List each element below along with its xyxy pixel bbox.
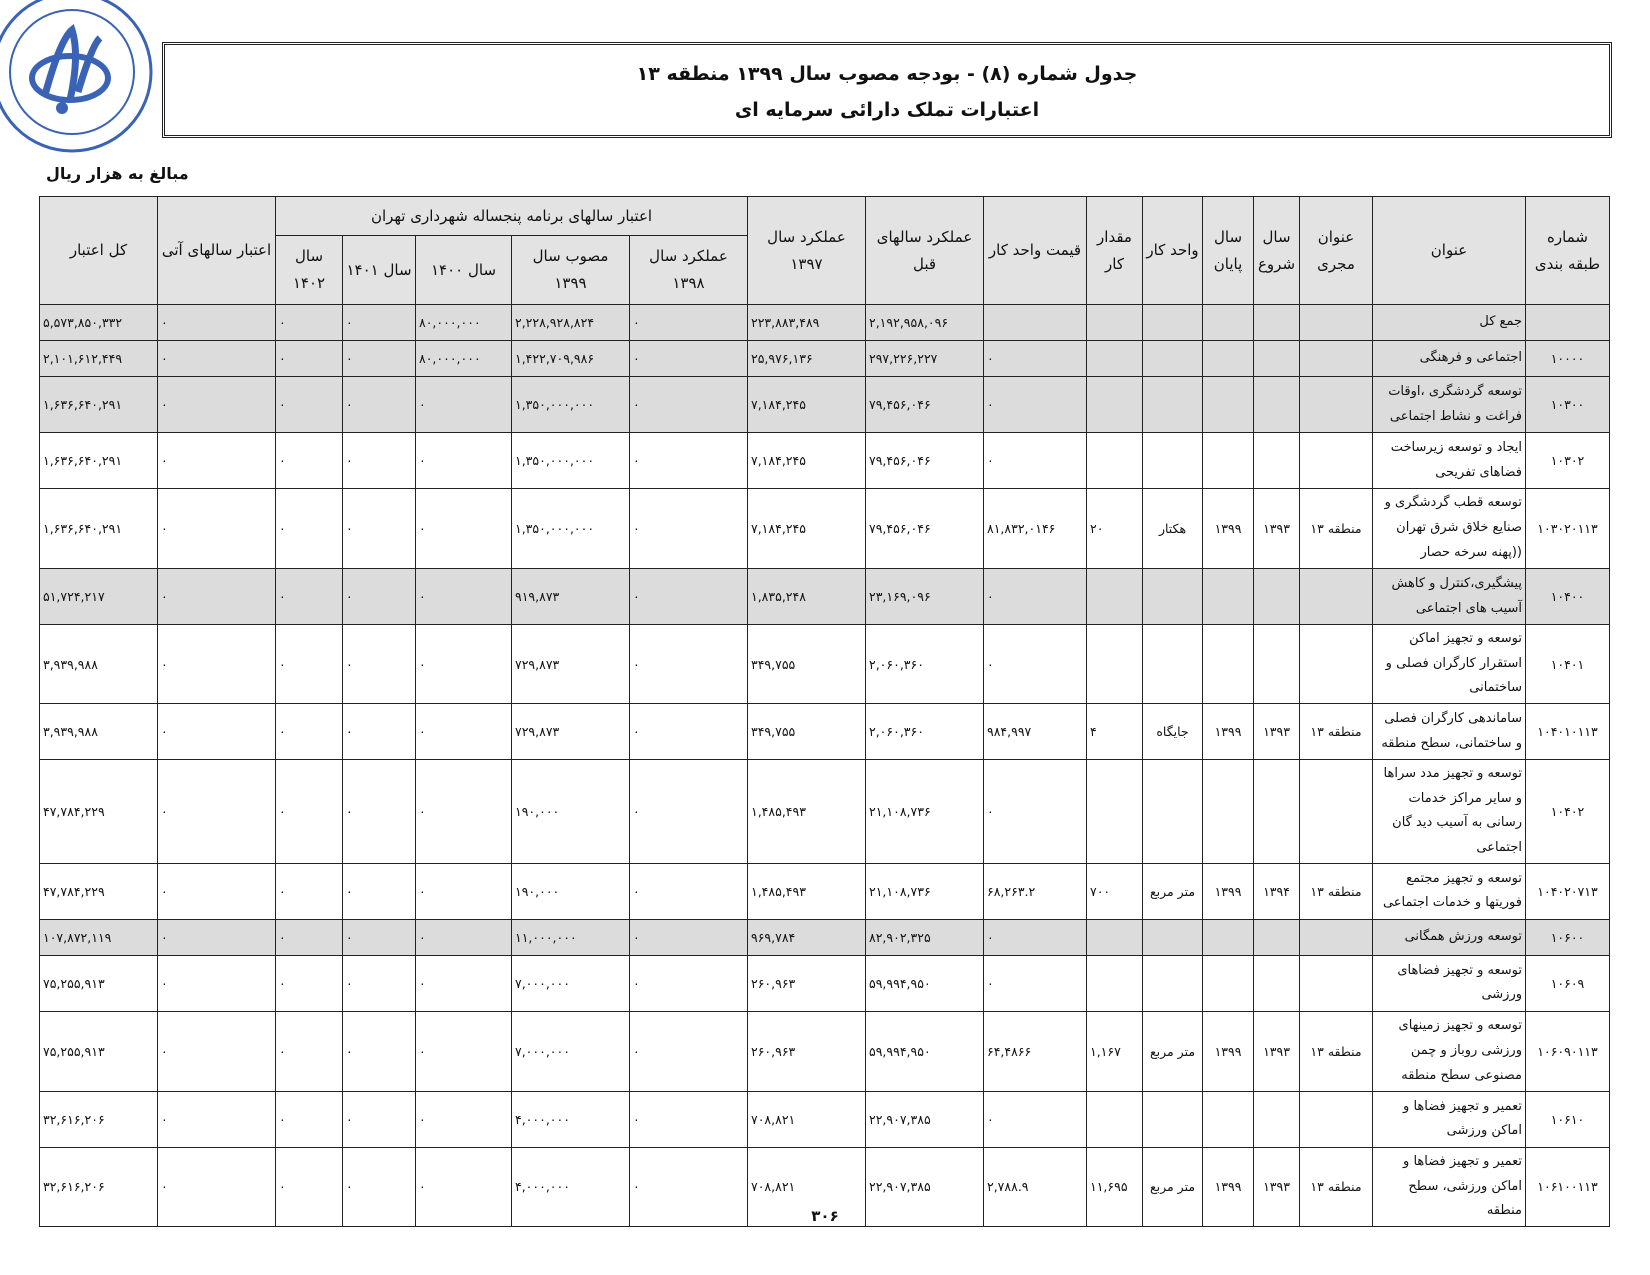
row-end-year bbox=[1203, 569, 1254, 625]
row-code: ۱۰۶۱۰ bbox=[1526, 1091, 1610, 1147]
document-subtitle: اعتبارات تملک دارائی سرمایه ای bbox=[734, 99, 1040, 121]
row-qty bbox=[1087, 377, 1143, 433]
row-prev-perf: ۲,۱۹۲,۹۵۸,۰۹۶ bbox=[866, 305, 984, 341]
capital-budget-table bbox=[39, 196, 1610, 1227]
row-end-year bbox=[1203, 377, 1254, 433]
row-total: ۱۰۷,۸۷۲,۱۱۹ bbox=[40, 919, 158, 955]
currency-unit-note: مبالغ به هزار ریال bbox=[46, 164, 189, 183]
row-exec bbox=[1300, 377, 1373, 433]
row-unit-price: ۹۸۴,۹۹۷ bbox=[984, 704, 1087, 760]
row-end-year bbox=[1203, 919, 1254, 955]
table-row bbox=[40, 1011, 1610, 1091]
row-year-1401: ۰ bbox=[343, 625, 416, 704]
row-unit: متر مربع bbox=[1143, 1147, 1203, 1226]
row-year-1400: ۰ bbox=[416, 760, 512, 864]
row-start-year bbox=[1254, 341, 1300, 377]
row-total: ۱,۶۳۶,۶۴۰,۲۹۱ bbox=[40, 433, 158, 489]
row-total: ۴۷,۷۸۴,۲۲۹ bbox=[40, 760, 158, 864]
row-unit bbox=[1143, 305, 1203, 341]
row-start-year: ۱۳۹۴ bbox=[1254, 863, 1300, 919]
row-unit: متر مربع bbox=[1143, 1011, 1203, 1091]
table-row bbox=[40, 433, 1610, 489]
row-perf-1398: ۰ bbox=[630, 704, 748, 760]
row-start-year bbox=[1254, 377, 1300, 433]
row-year-1400: ۰ bbox=[416, 704, 512, 760]
row-unit bbox=[1143, 919, 1203, 955]
row-unit bbox=[1143, 569, 1203, 625]
table-row bbox=[40, 341, 1610, 377]
row-start-year: ۱۳۹۳ bbox=[1254, 704, 1300, 760]
row-end-year: ۱۳۹۹ bbox=[1203, 489, 1254, 569]
row-perf-1397: ۱,۴۸۵,۴۹۳ bbox=[748, 863, 866, 919]
row-code: ۱۰۶۰۹ bbox=[1526, 955, 1610, 1011]
header-title: عنوان bbox=[1373, 197, 1526, 305]
row-perf-1397: ۷,۱۸۴,۲۴۵ bbox=[748, 489, 866, 569]
row-future: ۰ bbox=[158, 1011, 276, 1091]
row-year-1400: ۰ bbox=[416, 377, 512, 433]
table-body bbox=[40, 305, 1610, 1227]
row-year-1402: ۰ bbox=[276, 919, 343, 955]
row-prev-perf: ۲۳,۱۶۹,۰۹۶ bbox=[866, 569, 984, 625]
row-total: ۵۱,۷۲۴,۲۱۷ bbox=[40, 569, 158, 625]
row-total: ۴۷,۷۸۴,۲۲۹ bbox=[40, 863, 158, 919]
page-number: ۳۰۶ bbox=[811, 1207, 839, 1225]
row-year-1400: ۰ bbox=[416, 433, 512, 489]
row-end-year: ۱۳۹۹ bbox=[1203, 704, 1254, 760]
table-row bbox=[40, 955, 1610, 1011]
row-code: ۱۰۶۰۰ bbox=[1526, 919, 1610, 955]
row-end-year bbox=[1203, 955, 1254, 1011]
row-qty: ۲۰ bbox=[1087, 489, 1143, 569]
row-future: ۰ bbox=[158, 704, 276, 760]
row-approved-1399: ۱۹۰,۰۰۰ bbox=[512, 760, 630, 864]
row-code: ۱۰۴۰۱۰۱۱۳ bbox=[1526, 704, 1610, 760]
row-end-year: ۱۳۹۹ bbox=[1203, 863, 1254, 919]
row-title: توسعه قطب گردشگری و صنایع خلاق شرق تهران ((پهنه سرخه حصار bbox=[1373, 489, 1526, 569]
row-total: ۵,۵۷۳,۸۵۰,۳۳۲ bbox=[40, 305, 158, 341]
table-row bbox=[40, 1091, 1610, 1147]
row-code: ۱۰۴۰۲ bbox=[1526, 760, 1610, 864]
row-year-1402: ۰ bbox=[276, 433, 343, 489]
row-perf-1398: ۰ bbox=[630, 433, 748, 489]
row-perf-1397: ۷۰۸,۸۲۱ bbox=[748, 1091, 866, 1147]
row-perf-1397: ۱,۸۳۵,۲۴۸ bbox=[748, 569, 866, 625]
row-year-1400: ۰ bbox=[416, 1011, 512, 1091]
row-qty: ۱۱,۶۹۵ bbox=[1087, 1147, 1143, 1226]
row-code: ۱۰۶۱۰۰۱۱۳ bbox=[1526, 1147, 1610, 1226]
row-year-1401: ۰ bbox=[343, 863, 416, 919]
row-exec bbox=[1300, 919, 1373, 955]
row-start-year bbox=[1254, 1091, 1300, 1147]
row-year-1401: ۰ bbox=[343, 1011, 416, 1091]
row-start-year: ۱۳۹۳ bbox=[1254, 1011, 1300, 1091]
header-perf-1397: عملکرد سال ۱۳۹۷ bbox=[748, 197, 866, 305]
row-future: ۰ bbox=[158, 919, 276, 955]
row-unit-price: ۰ bbox=[984, 569, 1087, 625]
table-row bbox=[40, 863, 1610, 919]
row-title: تعمیر و تجهیز فضاها و اماکن ورزشی bbox=[1373, 1091, 1526, 1147]
row-total: ۱,۶۳۶,۶۴۰,۲۹۱ bbox=[40, 489, 158, 569]
row-exec: منطقه ۱۳ bbox=[1300, 489, 1373, 569]
row-approved-1399: ۹۱۹,۸۷۳ bbox=[512, 569, 630, 625]
row-year-1402: ۰ bbox=[276, 760, 343, 864]
row-qty: ۴ bbox=[1087, 704, 1143, 760]
row-unit bbox=[1143, 377, 1203, 433]
header-unit-price: قیمت واحد کار bbox=[984, 197, 1087, 305]
document-title-box bbox=[162, 42, 1612, 138]
row-code: ۱۰۶۰۹۰۱۱۳ bbox=[1526, 1011, 1610, 1091]
row-unit bbox=[1143, 341, 1203, 377]
row-title: ایجاد و توسعه زیرساخت فضاهای تفریحی bbox=[1373, 433, 1526, 489]
row-approved-1399: ۴,۰۰۰,۰۰۰ bbox=[512, 1091, 630, 1147]
row-title: ساماندهی کارگران فصلی و ساختمانی، سطح منطقه bbox=[1373, 704, 1526, 760]
header-perf-1398: عملکرد سال ۱۳۹۸ bbox=[630, 236, 748, 305]
row-perf-1398: ۰ bbox=[630, 1147, 748, 1226]
row-perf-1397: ۳۴۹,۷۵۵ bbox=[748, 625, 866, 704]
row-year-1400: ۰ bbox=[416, 1091, 512, 1147]
row-qty bbox=[1087, 955, 1143, 1011]
row-exec bbox=[1300, 305, 1373, 341]
row-unit bbox=[1143, 1091, 1203, 1147]
row-perf-1398: ۰ bbox=[630, 760, 748, 864]
row-exec: منطقه ۱۳ bbox=[1300, 863, 1373, 919]
row-year-1401: ۰ bbox=[343, 569, 416, 625]
header-end-year: سال پایان bbox=[1203, 197, 1254, 305]
row-year-1401: ۰ bbox=[343, 955, 416, 1011]
row-title: پیشگیری،کنترل و کاهش آسیب های اجتماعی bbox=[1373, 569, 1526, 625]
row-end-year: ۱۳۹۹ bbox=[1203, 1011, 1254, 1091]
row-approved-1399: ۱۹۰,۰۰۰ bbox=[512, 863, 630, 919]
row-year-1402: ۰ bbox=[276, 1011, 343, 1091]
row-qty bbox=[1087, 625, 1143, 704]
row-year-1402: ۰ bbox=[276, 1091, 343, 1147]
header-year-1401: سال ۱۴۰۱ bbox=[343, 236, 416, 305]
row-exec: منطقه ۱۳ bbox=[1300, 1147, 1373, 1226]
row-unit-price: ۶۸,۲۶۳.۲ bbox=[984, 863, 1087, 919]
row-prev-perf: ۵۹,۹۹۴,۹۵۰ bbox=[866, 955, 984, 1011]
header-code: شماره طبقه بندی bbox=[1526, 197, 1610, 305]
row-exec bbox=[1300, 433, 1373, 489]
row-unit-price: ۰ bbox=[984, 433, 1087, 489]
row-code: ۱۰۴۰۱ bbox=[1526, 625, 1610, 704]
row-year-1400: ۰ bbox=[416, 569, 512, 625]
row-future: ۰ bbox=[158, 569, 276, 625]
row-qty bbox=[1087, 569, 1143, 625]
row-start-year: ۱۳۹۳ bbox=[1254, 1147, 1300, 1226]
row-perf-1398: ۰ bbox=[630, 377, 748, 433]
row-year-1400: ۰ bbox=[416, 919, 512, 955]
row-start-year bbox=[1254, 305, 1300, 341]
row-unit-price: ۰ bbox=[984, 919, 1087, 955]
row-qty bbox=[1087, 760, 1143, 864]
row-title: توسعه و تجهیز مجتمع فوریتها و خدمات اجتماعی bbox=[1373, 863, 1526, 919]
row-year-1401: ۰ bbox=[343, 760, 416, 864]
header-total: کل اعتبار bbox=[40, 197, 158, 305]
row-end-year bbox=[1203, 433, 1254, 489]
row-approved-1399: ۷,۰۰۰,۰۰۰ bbox=[512, 955, 630, 1011]
row-title: توسعه و تجهیز اماکن استقرار کارگران فصلی و ساختمانی bbox=[1373, 625, 1526, 704]
row-unit bbox=[1143, 433, 1203, 489]
row-unit bbox=[1143, 625, 1203, 704]
row-perf-1398: ۰ bbox=[630, 341, 748, 377]
row-year-1400: ۸۰,۰۰۰,۰۰۰ bbox=[416, 341, 512, 377]
row-perf-1397: ۷,۱۸۴,۲۴۵ bbox=[748, 433, 866, 489]
row-unit-price: ۰ bbox=[984, 1091, 1087, 1147]
row-total: ۲,۱۰۱,۶۱۲,۴۴۹ bbox=[40, 341, 158, 377]
row-unit-price: ۰ bbox=[984, 625, 1087, 704]
row-code bbox=[1526, 305, 1610, 341]
row-year-1400: ۰ bbox=[416, 625, 512, 704]
header-year-1400: سال ۱۴۰۰ bbox=[416, 236, 512, 305]
row-exec bbox=[1300, 760, 1373, 864]
row-year-1401: ۰ bbox=[343, 377, 416, 433]
row-perf-1398: ۰ bbox=[630, 919, 748, 955]
row-perf-1397: ۷,۱۸۴,۲۴۵ bbox=[748, 377, 866, 433]
row-perf-1398: ۰ bbox=[630, 489, 748, 569]
row-perf-1397: ۷۰۸,۸۲۱ bbox=[748, 1147, 866, 1226]
row-title: تعمیر و تجهیز فضاها و اماکن ورزشی، سطح منطقه bbox=[1373, 1147, 1526, 1226]
row-perf-1398: ۰ bbox=[630, 625, 748, 704]
table-row bbox=[40, 305, 1610, 341]
row-year-1401: ۰ bbox=[343, 1091, 416, 1147]
table-row bbox=[40, 625, 1610, 704]
row-year-1401: ۰ bbox=[343, 305, 416, 341]
row-approved-1399: ۱۱,۰۰۰,۰۰۰ bbox=[512, 919, 630, 955]
row-year-1402: ۰ bbox=[276, 569, 343, 625]
table-row bbox=[40, 760, 1610, 864]
row-title: توسعه ورزش همگانی bbox=[1373, 919, 1526, 955]
row-unit: متر مربع bbox=[1143, 863, 1203, 919]
row-perf-1397: ۱,۴۸۵,۴۹۳ bbox=[748, 760, 866, 864]
row-year-1402: ۰ bbox=[276, 625, 343, 704]
row-end-year bbox=[1203, 625, 1254, 704]
row-approved-1399: ۴,۰۰۰,۰۰۰ bbox=[512, 1147, 630, 1226]
table-row bbox=[40, 489, 1610, 569]
row-code: ۱۰۴۰۰ bbox=[1526, 569, 1610, 625]
row-future: ۰ bbox=[158, 433, 276, 489]
row-total: ۳,۹۳۹,۹۸۸ bbox=[40, 625, 158, 704]
row-total: ۳۲,۶۱۶,۲۰۶ bbox=[40, 1147, 158, 1226]
row-perf-1398: ۰ bbox=[630, 863, 748, 919]
row-title: توسعه گردشگری ،اوقات فراغت و نشاط اجتماعی bbox=[1373, 377, 1526, 433]
row-approved-1399: ۱,۳۵۰,۰۰۰,۰۰۰ bbox=[512, 377, 630, 433]
row-start-year bbox=[1254, 919, 1300, 955]
budget-sheet bbox=[44, 196, 1610, 1227]
row-qty bbox=[1087, 305, 1143, 341]
row-total: ۳۲,۶۱۶,۲۰۶ bbox=[40, 1091, 158, 1147]
row-perf-1398: ۰ bbox=[630, 1091, 748, 1147]
row-exec bbox=[1300, 955, 1373, 1011]
row-year-1402: ۰ bbox=[276, 341, 343, 377]
row-future: ۰ bbox=[158, 489, 276, 569]
row-perf-1398: ۰ bbox=[630, 1011, 748, 1091]
row-perf-1398: ۰ bbox=[630, 305, 748, 341]
row-total: ۷۵,۲۵۵,۹۱۳ bbox=[40, 955, 158, 1011]
row-future: ۰ bbox=[158, 760, 276, 864]
header-prev-perf: عملکرد سالهای قبل bbox=[866, 197, 984, 305]
row-exec: منطقه ۱۳ bbox=[1300, 704, 1373, 760]
row-prev-perf: ۲۲,۹۰۷,۳۸۵ bbox=[866, 1091, 984, 1147]
row-perf-1397: ۲۲۳,۸۸۳,۴۸۹ bbox=[748, 305, 866, 341]
row-future: ۰ bbox=[158, 863, 276, 919]
row-qty bbox=[1087, 919, 1143, 955]
row-unit bbox=[1143, 955, 1203, 1011]
row-prev-perf: ۲۲,۹۰۷,۳۸۵ bbox=[866, 1147, 984, 1226]
row-approved-1399: ۱,۴۲۲,۷۰۹,۹۸۶ bbox=[512, 341, 630, 377]
row-prev-perf: ۷۹,۴۵۶,۰۴۶ bbox=[866, 433, 984, 489]
row-year-1402: ۰ bbox=[276, 305, 343, 341]
row-exec bbox=[1300, 625, 1373, 704]
table-row bbox=[40, 704, 1610, 760]
row-approved-1399: ۷۲۹,۸۷۳ bbox=[512, 704, 630, 760]
row-approved-1399: ۱,۳۵۰,۰۰۰,۰۰۰ bbox=[512, 489, 630, 569]
header-unit: واحد کار bbox=[1143, 197, 1203, 305]
row-total: ۱,۶۳۶,۶۴۰,۲۹۱ bbox=[40, 377, 158, 433]
header-approved-1399: مصوب سال ۱۳۹۹ bbox=[512, 236, 630, 305]
row-qty bbox=[1087, 1091, 1143, 1147]
row-future: ۰ bbox=[158, 341, 276, 377]
row-year-1402: ۰ bbox=[276, 377, 343, 433]
row-prev-perf: ۲۱,۱۰۸,۷۳۶ bbox=[866, 863, 984, 919]
row-perf-1397: ۳۴۹,۷۵۵ bbox=[748, 704, 866, 760]
row-end-year bbox=[1203, 341, 1254, 377]
header-future: اعتبار سالهای آتی bbox=[158, 197, 276, 305]
header-start-year: سال شروع bbox=[1254, 197, 1300, 305]
row-qty: ۱,۱۶۷ bbox=[1087, 1011, 1143, 1091]
row-year-1401: ۰ bbox=[343, 919, 416, 955]
row-unit-price: ۲,۷۸۸.۹ bbox=[984, 1147, 1087, 1226]
table-row bbox=[40, 919, 1610, 955]
row-end-year bbox=[1203, 305, 1254, 341]
row-end-year bbox=[1203, 760, 1254, 864]
row-future: ۰ bbox=[158, 955, 276, 1011]
row-approved-1399: ۲,۲۲۸,۹۲۸,۸۲۴ bbox=[512, 305, 630, 341]
row-perf-1398: ۰ bbox=[630, 955, 748, 1011]
row-code: ۱۰۳۰۰ bbox=[1526, 377, 1610, 433]
row-approved-1399: ۷۲۹,۸۷۳ bbox=[512, 625, 630, 704]
table-row bbox=[40, 377, 1610, 433]
row-year-1401: ۰ bbox=[343, 704, 416, 760]
row-code: ۱۰۳۰۲ bbox=[1526, 433, 1610, 489]
row-end-year bbox=[1203, 1091, 1254, 1147]
row-start-year bbox=[1254, 433, 1300, 489]
row-perf-1398: ۰ bbox=[630, 569, 748, 625]
row-year-1400: ۰ bbox=[416, 863, 512, 919]
row-qty bbox=[1087, 433, 1143, 489]
row-end-year: ۱۳۹۹ bbox=[1203, 1147, 1254, 1226]
row-code: ۱۰۴۰۲۰۷۱۳ bbox=[1526, 863, 1610, 919]
row-year-1400: ۸۰,۰۰۰,۰۰۰ bbox=[416, 305, 512, 341]
row-year-1401: ۰ bbox=[343, 489, 416, 569]
row-unit: جایگاه bbox=[1143, 704, 1203, 760]
row-approved-1399: ۱,۳۵۰,۰۰۰,۰۰۰ bbox=[512, 433, 630, 489]
row-title: توسعه و تجهیز فضاهای ورزشی bbox=[1373, 955, 1526, 1011]
row-year-1402: ۰ bbox=[276, 489, 343, 569]
row-year-1400: ۰ bbox=[416, 1147, 512, 1226]
row-future: ۰ bbox=[158, 1091, 276, 1147]
row-prev-perf: ۵۹,۹۹۴,۹۵۰ bbox=[866, 1011, 984, 1091]
row-future: ۰ bbox=[158, 1147, 276, 1226]
row-exec bbox=[1300, 569, 1373, 625]
row-future: ۰ bbox=[158, 377, 276, 433]
row-unit-price: ۸۱,۸۳۲,۰۱۴۶ bbox=[984, 489, 1087, 569]
row-unit-price: ۰ bbox=[984, 760, 1087, 864]
row-prev-perf: ۲,۰۶۰,۳۶۰ bbox=[866, 625, 984, 704]
row-perf-1397: ۲۶۰,۹۶۳ bbox=[748, 955, 866, 1011]
row-unit-price bbox=[984, 305, 1087, 341]
row-code: ۱۰۳۰۲۰۱۱۳ bbox=[1526, 489, 1610, 569]
header-exec-title: عنوان مجری bbox=[1300, 197, 1373, 305]
row-title: اجتماعی و فرهنگی bbox=[1373, 341, 1526, 377]
row-prev-perf: ۲۹۷,۲۲۶,۲۲۷ bbox=[866, 341, 984, 377]
row-prev-perf: ۷۹,۴۵۶,۰۴۶ bbox=[866, 489, 984, 569]
row-total: ۳,۹۳۹,۹۸۸ bbox=[40, 704, 158, 760]
row-prev-perf: ۸۲,۹۰۲,۳۲۵ bbox=[866, 919, 984, 955]
table-row bbox=[40, 569, 1610, 625]
row-year-1400: ۰ bbox=[416, 955, 512, 1011]
row-unit-price: ۰ bbox=[984, 955, 1087, 1011]
row-future: ۰ bbox=[158, 305, 276, 341]
row-prev-perf: ۲,۰۶۰,۳۶۰ bbox=[866, 704, 984, 760]
row-exec: منطقه ۱۳ bbox=[1300, 1011, 1373, 1091]
row-perf-1397: ۲۵,۹۷۶,۱۳۶ bbox=[748, 341, 866, 377]
row-title: جمع کل bbox=[1373, 305, 1526, 341]
row-year-1401: ۰ bbox=[343, 341, 416, 377]
row-unit-price: ۰ bbox=[984, 341, 1087, 377]
row-qty: ۷۰۰ bbox=[1087, 863, 1143, 919]
document-title: جدول شماره (۸) - بودجه مصوب سال ۱۳۹۹ منطقه ۱۳ bbox=[636, 63, 1138, 85]
row-year-1401: ۰ bbox=[343, 433, 416, 489]
row-qty bbox=[1087, 341, 1143, 377]
row-start-year bbox=[1254, 625, 1300, 704]
row-prev-perf: ۷۹,۴۵۶,۰۴۶ bbox=[866, 377, 984, 433]
row-start-year: ۱۳۹۳ bbox=[1254, 489, 1300, 569]
row-title: توسعه و تجهیز مدد سراها و سایر مراکز خدمات رسانی به آسیب دید گان اجتماعی bbox=[1373, 760, 1526, 864]
row-year-1402: ۰ bbox=[276, 704, 343, 760]
row-title: توسعه و تجهیز زمینهای ورزشی روباز و چمن مصنوعی سطح منطقه bbox=[1373, 1011, 1526, 1091]
row-future: ۰ bbox=[158, 625, 276, 704]
city-council-seal bbox=[0, 0, 160, 155]
row-total: ۷۵,۲۵۵,۹۱۳ bbox=[40, 1011, 158, 1091]
row-year-1402: ۰ bbox=[276, 1147, 343, 1226]
row-year-1400: ۰ bbox=[416, 489, 512, 569]
row-unit: هکتار bbox=[1143, 489, 1203, 569]
row-perf-1397: ۹۶۹,۷۸۴ bbox=[748, 919, 866, 955]
row-year-1401: ۰ bbox=[343, 1147, 416, 1226]
row-start-year bbox=[1254, 760, 1300, 864]
row-unit-price: ۶۴,۴۸۶۶ bbox=[984, 1011, 1087, 1091]
header-qty: مقدار کار bbox=[1087, 197, 1143, 305]
row-perf-1397: ۲۶۰,۹۶۳ bbox=[748, 1011, 866, 1091]
row-exec bbox=[1300, 341, 1373, 377]
row-prev-perf: ۲۱,۱۰۸,۷۳۶ bbox=[866, 760, 984, 864]
row-unit bbox=[1143, 760, 1203, 864]
header-plan-group: اعتبار سالهای برنامه پنجساله شهرداری تهران bbox=[276, 197, 748, 236]
row-code: ۱۰۰۰۰ bbox=[1526, 341, 1610, 377]
row-start-year bbox=[1254, 569, 1300, 625]
header-year-1402: سال ۱۴۰۲ bbox=[276, 236, 343, 305]
row-exec bbox=[1300, 1091, 1373, 1147]
row-start-year bbox=[1254, 955, 1300, 1011]
row-year-1402: ۰ bbox=[276, 955, 343, 1011]
row-approved-1399: ۷,۰۰۰,۰۰۰ bbox=[512, 1011, 630, 1091]
row-year-1402: ۰ bbox=[276, 863, 343, 919]
row-unit-price: ۰ bbox=[984, 377, 1087, 433]
